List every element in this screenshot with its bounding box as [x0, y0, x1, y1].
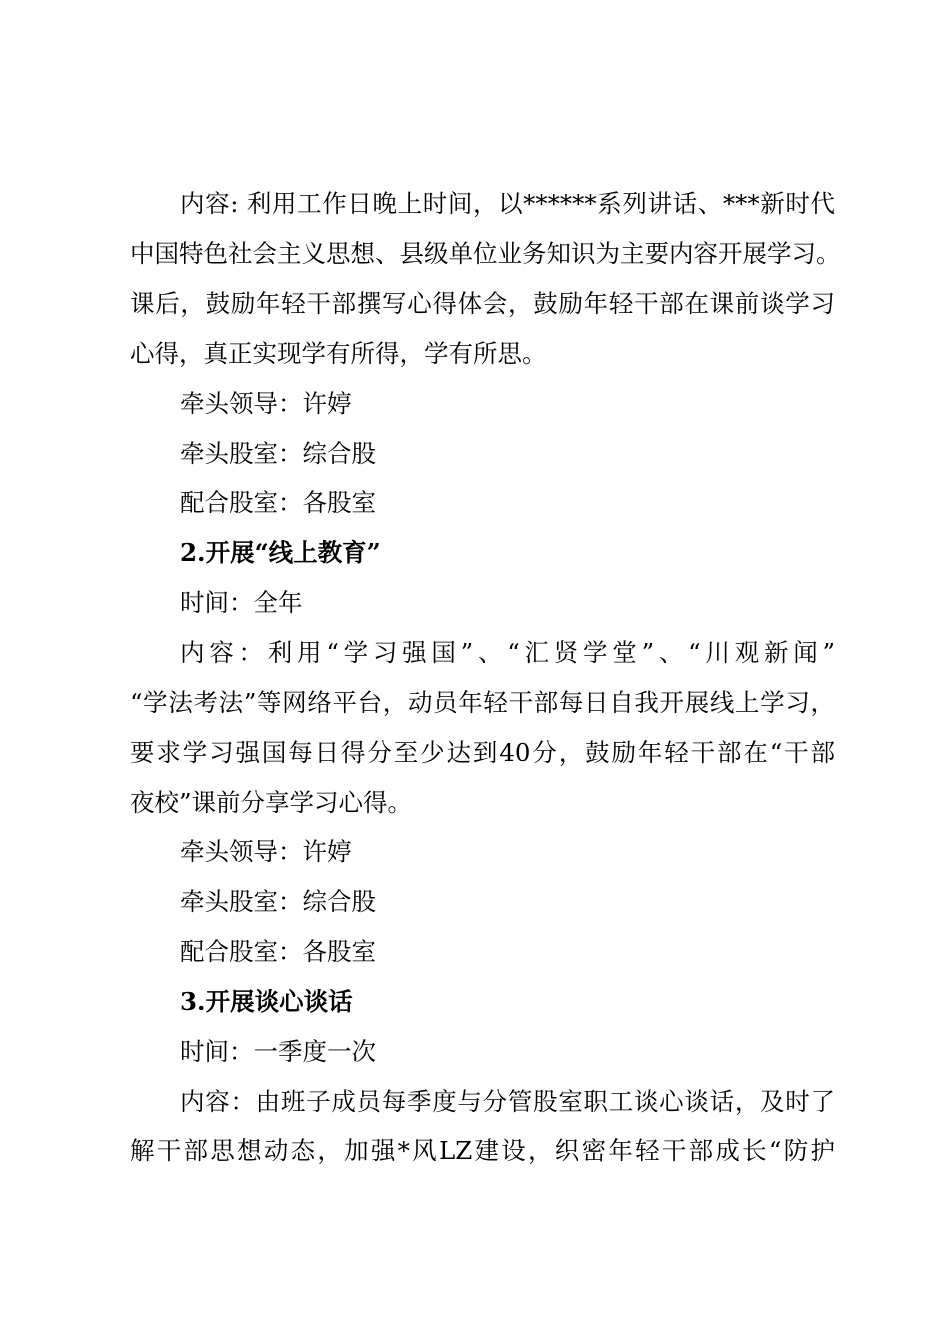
- lead-leader-line: 牵头领导：许婷: [180, 837, 352, 866]
- paragraph-line: 要求学习强国每日得分至少达到40分，鼓励年轻干部在“干部: [130, 738, 835, 767]
- section-heading: 2.开展“线上教育”: [180, 538, 381, 567]
- section-heading: 3.开展谈心谈话: [180, 987, 353, 1016]
- paragraph-line: 解干部思想动态，加强*风LZ建设，织密年轻干部成长“防护: [130, 1136, 835, 1165]
- time-line: 时间：一季度一次: [180, 1037, 376, 1066]
- assist-office-line: 配合股室：各股室: [180, 488, 376, 517]
- assist-office-line: 配合股室：各股室: [180, 937, 376, 966]
- lead-office-line: 牵头股室：综合股: [180, 887, 376, 916]
- paragraph-line: 内容：利用“学习强国”、“汇贤学堂”、“川观新闻”: [180, 638, 835, 667]
- lead-office-line: 牵头股室：综合股: [180, 439, 376, 468]
- paragraph-line: 课后，鼓励年轻干部撰写心得体会，鼓励年轻干部在课前谈学习: [130, 289, 835, 318]
- paragraph-line: “学法考法”等网络平台，动员年轻干部每日自我开展线上学习，: [130, 688, 835, 717]
- paragraph-line: 内容: 利用工作日晚上时间，以******系列讲话、***新时代: [180, 189, 835, 218]
- lead-leader-line: 牵头领导：许婷: [180, 389, 352, 418]
- paragraph-line: 心得，真正实现学有所得，学有所思。: [130, 339, 547, 368]
- paragraph-line: 夜校”课前分享学习心得。: [130, 788, 413, 817]
- time-line: 时间：全年: [180, 588, 303, 617]
- paragraph-line: 中国特色社会主义思想、县级单位业务知识为主要内容开展学习。: [130, 239, 841, 268]
- paragraph-line: 内容：由班子成员每季度与分管股室职工谈心谈话，及时了: [180, 1087, 835, 1116]
